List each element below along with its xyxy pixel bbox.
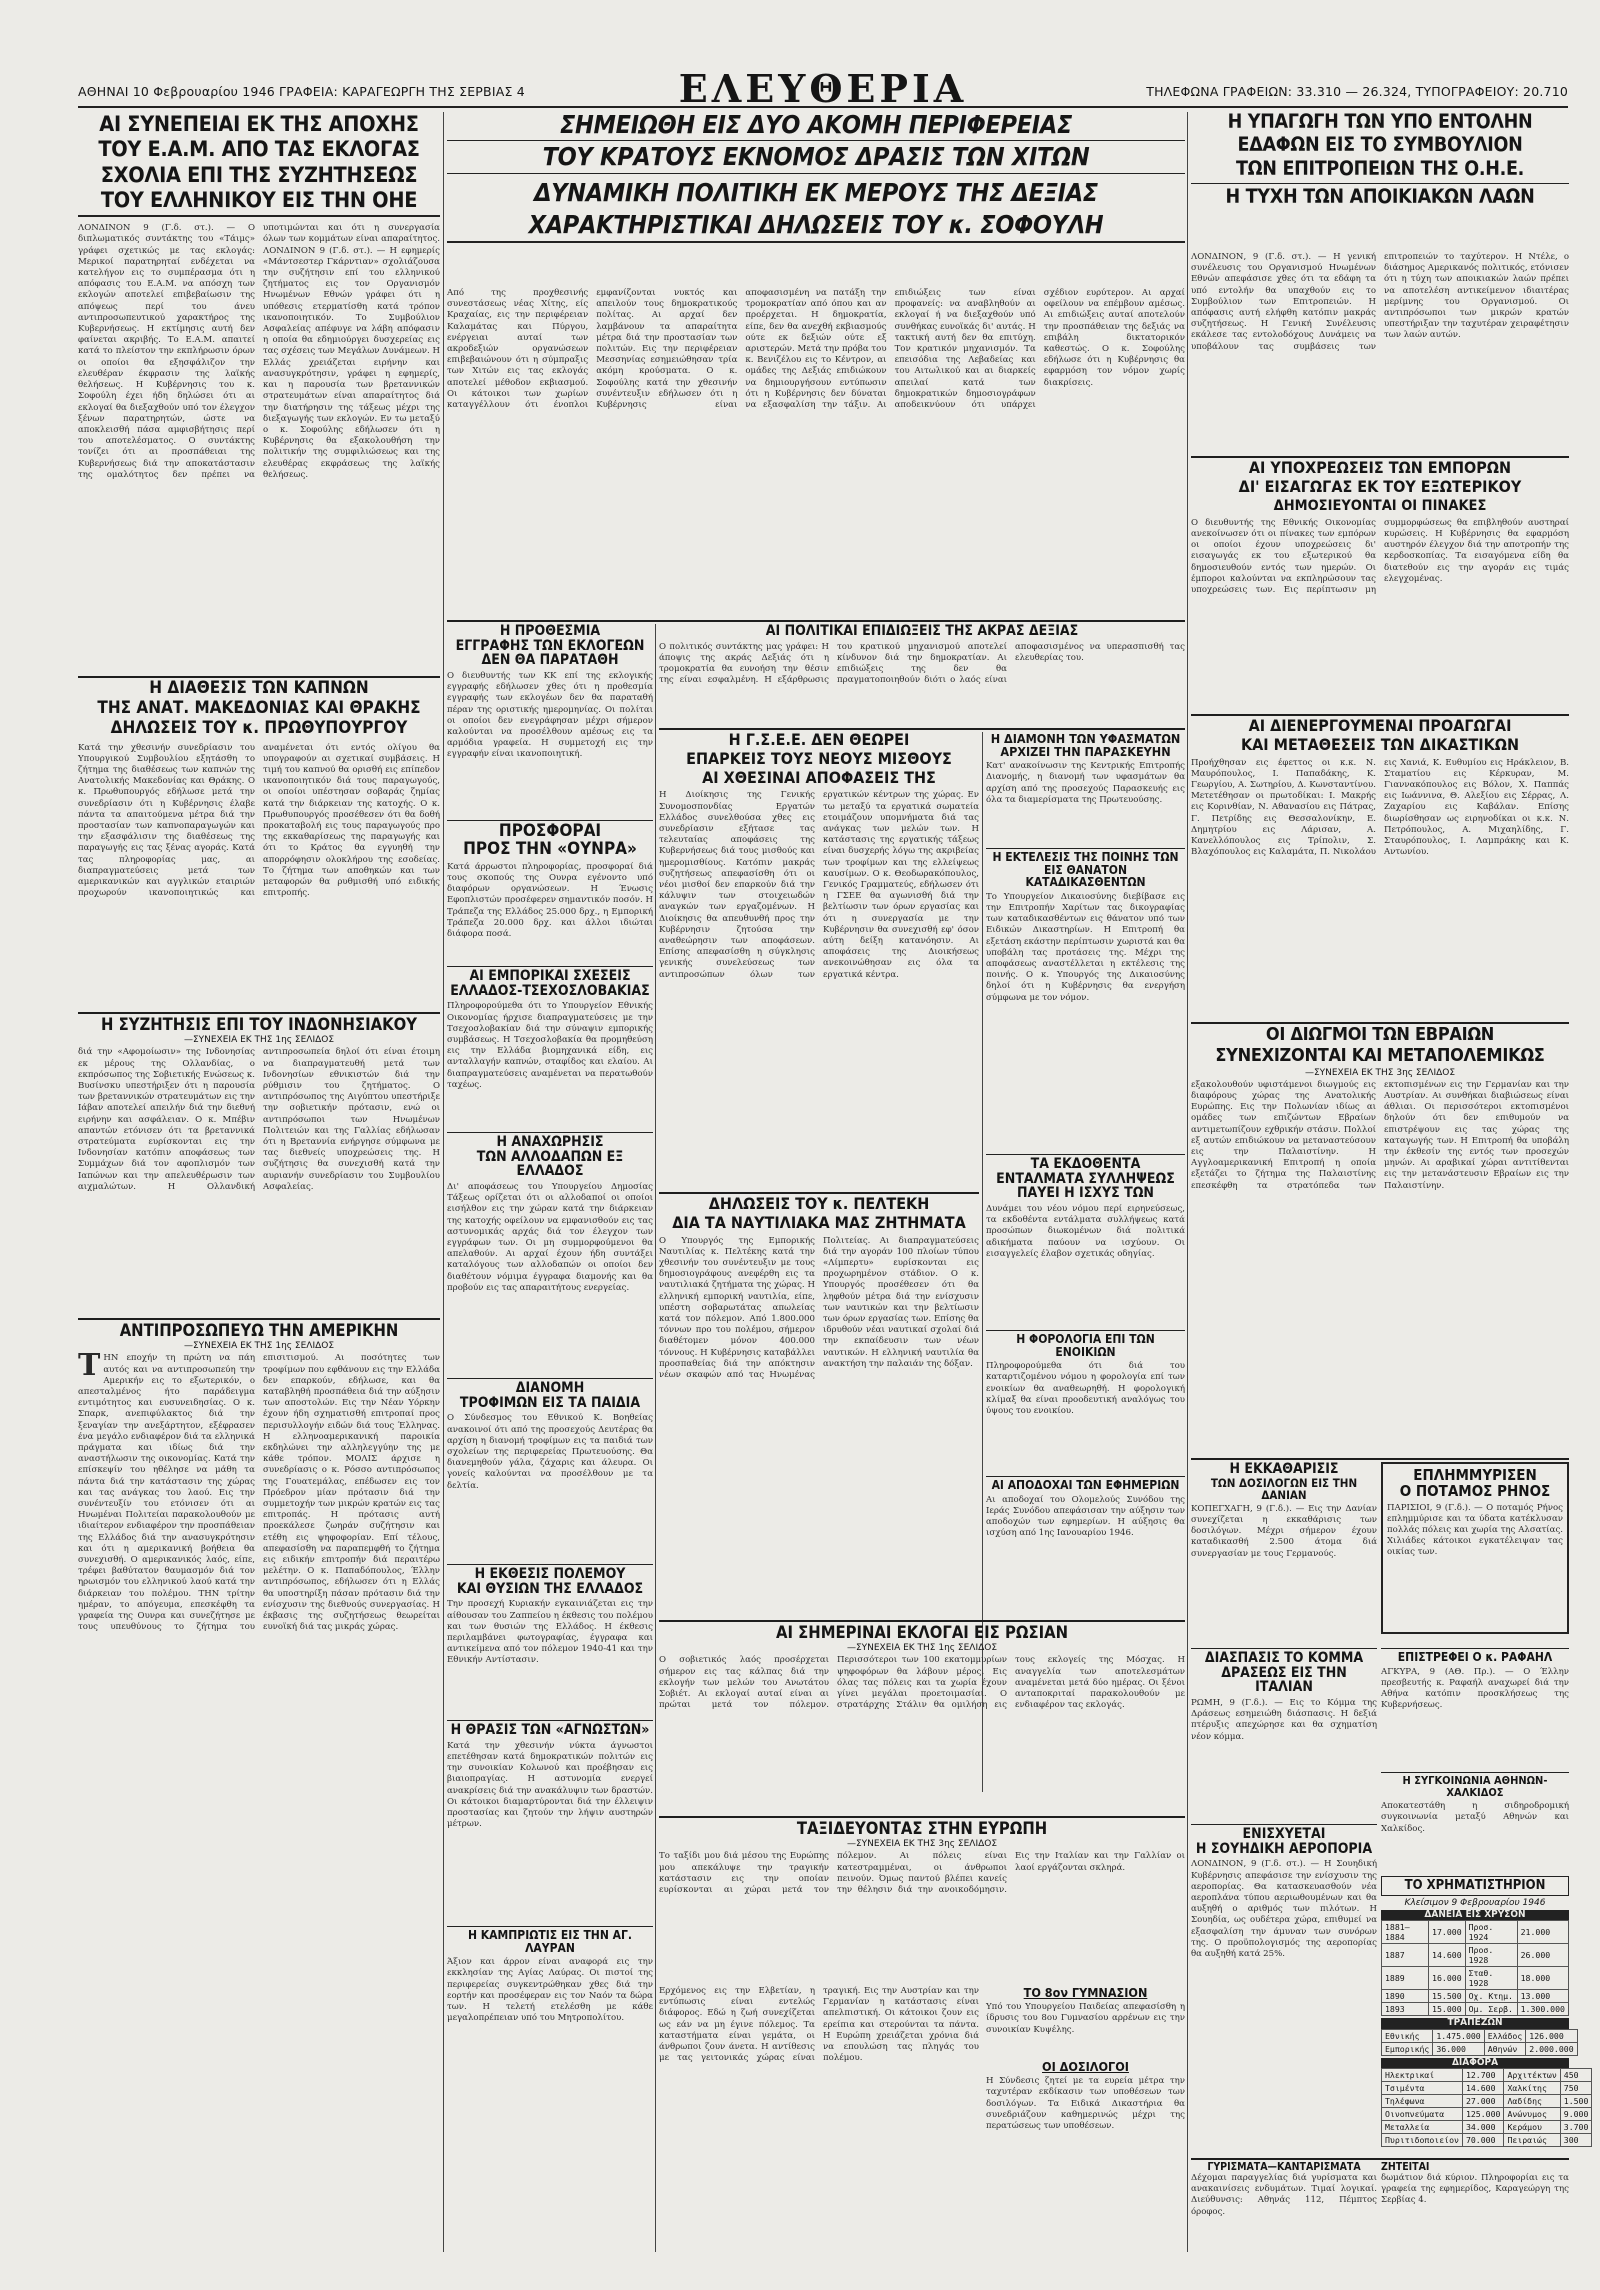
table-cell: Πυριτιδοποιείον	[1382, 2134, 1463, 2147]
article-travel-continued	[659, 1986, 979, 2252]
article-body: Ο διευθυντής της Εθνικής Οικονομίας ανεκοίνωσεν ότι οι πίνακες των εμπόρων οι οποίοι έχουν υποχρεώσεις δι' εισαγωγάς εκ του εξωτερικού θα δημοσιευθούν εντός των ημερών. Οι έμποροι καλούνται να εκπληρώσουν τας υποχρεώσεις των. Εις περίπτωσιν μη συμμορφώσεως θα επιβληθούν αυστηραί κυρώσεις. Η Κυβέρνησις θα εφαρμόση αυστηρόν έλεγχον διά την αποτροπήν της κερδοσκοπίας. Τα εισαγόμενα είδη θα διατεθούν εις την αγοράν εις τιμάς ελεγχομένας.	[1191, 517, 1569, 596]
table-cell: Μεταλλεία	[1382, 2121, 1463, 2134]
table-cell: 21.000	[1517, 1921, 1568, 1944]
table-cell: 18.000	[1517, 1967, 1568, 1990]
headline: ΔΗΛΩΣΕΙΣ ΤΟΥ κ. ΠΕΛΤΕΚΗ	[708, 1194, 930, 1213]
headline: ΑΙ ΑΠΟΔΟΧΑΙ ΤΩΝ ΕΦΗΜΕΡΙΩΝ	[986, 1476, 1185, 1492]
article-importers	[1191, 460, 1569, 710]
headline: Η ΣΟΥΗΔΙΚΗ ΑΕΡΟΠΟΡΙΑ	[1195, 1840, 1373, 1857]
article-body: Το Υπουργείον Δικαιοσύνης διεβίβασε εις την Επιτροπήν Χαρίτων τας δικογραφίας των καταδικασθέντων εις θάνατον υπό των Ειδικών Δικαστηρίων. Η Επιτροπή θα εξετάση εκάστην περίπτωσιν χωριστά και θα υποβάλη τας προτάσεις της. Μέχρι της αποφάσεως αναστέλλεται η εκτέλεσις της ποινής. Ο κ. Υπουργός της Δικαιοσύνης δηλοί ότι η Κυβέρνησις θα ενεργήση σύμφωνα με τον νόμον.	[986, 891, 1185, 1003]
article-jews-persecution	[1191, 1026, 1569, 1456]
headline: Η ΠΡΟΘΕΣΜΙΑ	[499, 623, 601, 639]
headline: ΑΙ ΣΗΜΕΡΙΝΑΙ ΕΚΛΟΓΑΙ ΕΙΣ ΡΩΣΙΑΝ	[775, 1623, 1069, 1642]
table-cell: Τσιμέντα	[1382, 2082, 1463, 2095]
article-unrra-offers	[447, 820, 653, 960]
table-row	[1382, 2082, 1592, 2095]
article-body: Ο πολιτικός συντάκτης μας γράφει: Η άποψις της ακράς Δεξιάς ότι η τρομοκρατία θα ευνοήση την θέσιν της είναι εσφαλμένη. Η εξάρθρωσις του κρατικού μηχανισμού αποτελεί κίνδυνον διά την δημοκρατίαν. Αι επιδιώξεις της δεν θα πραγματοποιηθούν διότι ο λαός είναι αποφασισμένος να υπερασπισθή τας ελευθερίας του.	[659, 641, 1185, 686]
headline: ΕΝΤΑΛΜΑΤΑ ΣΥΛΛΗΨΕΩΣ	[996, 1170, 1175, 1187]
table-cell: 70.000	[1462, 2134, 1504, 2147]
article-tobacco	[78, 680, 440, 1010]
article-body: Ο σοβιετικός λαός προσέρχεται σήμερον εις τας κάλπας διά την εκλογήν των μελών του Ανωτάτου Σοβιέτ. Αι εκλογαί αυταί είναι αι πρώται μετά τον πόλεμον. Περισσότεροι των 100 εκατομμυρίων ψηφοφόρων θα λάβουν μέρος. Εις όλας τας πόλεις και τα χωρία έχουν γίνει μεγάλαι προετοιμασίαι. Ο στρατάρχης Στάλιν θα ομιλήση εις τους εκλογείς της Μόσχας. Η αναγγελία των αποτελεσμάτων αναμένεται μετά δύο ημέρας. Οι ξένοι ανταποκριταί παρακολουθούν με ενδιαφέρον τας εκλογάς.	[659, 1655, 1185, 1711]
article-trust-body	[1191, 252, 1569, 452]
headline: ΑΙ ΕΜΠΟΡΙΚΑΙ ΣΧΕΣΕΙΣ	[447, 966, 653, 984]
table-cell: Εμπορικής	[1382, 2042, 1433, 2055]
table-cell: Προσ. 1924	[1465, 1921, 1517, 1944]
table-cell: 450	[1560, 2069, 1592, 2082]
table-row	[1382, 2003, 1569, 2016]
ad-heading: ΓΥΡΙΣΜΑΤΑ—ΚΑΝΤΑΡΙΣΜΑΤΑ	[1207, 2161, 1361, 2173]
article-kampriotis	[447, 1926, 653, 2252]
article-body: Κατά άρρωστοι πληροφορίας, προσφοραί διά τους σκοπούς της Ουνρα εγένοντο υπό διαφόρων οργανώσεων. Η Ένωσις Εφοπλιστών προσέφερεν σημαντικόν ποσόν. Η Τράπεζα της Ελλάδος 25.000 δρχ., η Εμπορική Τράπεζα 20.000 δρχ. και άλλοι ιδιώται διάφορα ποσά.	[447, 861, 653, 939]
table-cell: 1.300.000	[1517, 2003, 1568, 2016]
article-body: Την προσεχή Κυριακήν εγκαινιάζεται εις την αίθουσαν του Ζαππείου η έκθεσις του πολέμου και των θυσιών της Ελλάδος. Η έκθεσις περιλαμβάνει φωτογραφίας, έγγραφα και αντικείμενα από τον πόλεμον 1940-41 και την Εθνικήν Αντίστασιν.	[447, 1599, 653, 1666]
table-row	[1382, 2121, 1592, 2134]
article-swedish-aviation	[1191, 1824, 1377, 2154]
table-row	[1382, 1921, 1569, 1944]
article-war-report	[447, 1564, 653, 1714]
table-cell: Ομ. Σερβ.	[1465, 2003, 1517, 2016]
table-cell: 15.000	[1429, 2003, 1466, 2016]
article-body: ΛΟΝΔΙΝΟΝ 9 (Γ.δ. στ.). — Ο διπλωματικός συντάκτης του «Τάιμς» γράφει σχετικώς με τας εκλογάς: Μερικοί παρατηρηταί ενδέχεται να κατελήγον εις το συμπέρασμα ότι η απόφασις του Ε.Α.Μ. να απόσχη των εκλογών αποτελεί επιβεβαίωσιν της απόψεως περί του άνευ αντιπροσωπευτικού χαρακτήρος της Κυβερνήσεως. Η εκτίμησις αυτή δεν φαίνεται ακριβής. Το Ε.Α.Μ. απαιτεί κατά το πλείστον την εκπλήρωσιν όρων οι οποίοι θα εξησφάλιζον την ελευθέραν έκφρασιν της λαϊκής θελήσεως. Η Κυβέρνησις του κ. Σοφούλη έχει ήδη δηλώσει ότι αι εκλογαί θα διεξαχθούν υπό τον έλεγχον ξένων παρατηρητών, ώστε να αποκλεισθή πάσα αμφισβήτησις περί του αποτελέσματος. Ο συντάκτης τονίζει ότι αι προσπάθειαι της Κυβερνήσεως διά την αποκατάστασιν της ομαλότητος δεν πρέπει να υποτιμώνται και ότι η συνεργασία όλων των κομμάτων είναι απαραίτητος. ΛΟΝΔΙΝΟΝ 9 (Γ.δ. στ.). — Η εφημερίς «Μάντσεστερ Γκάρντιαν» σχολιάζουσα την συζήτησιν επί του ελληνικού ζητήματος εις τον Οργανισμόν Ηνωμένων Εθνών γράφει ότι η υπόθεσις ετερματίσθη κατά τρόπον ικανοποιητικόν. Το Συμβούλιον Ασφαλείας απέφυγε να λάβη απόφασιν η οποία θα εδημιούργει δυσχερείας εις τας σχέσεις των Μεγάλων Δυνάμεων. Η Ελλάς χρειάζεται ειρήνην και ανασυγκρότησιν, γράφει η εφημερίς, και η παρουσία των βρεταννικών στρατευμάτων είναι απαραίτητος διά την διατήρησιν της τάξεως μέχρι της διεξαγωγής των εκλογών. Εν τω μεταξύ ο κ. Σοφούλης εδήλωσεν ότι η Κυβέρνησις θα εξακολουθήση την πολιτικήν της συμφιλιώσεως και της ελευθέρας εκφράσεως της λαϊκής θελήσεως.	[78, 223, 440, 480]
article-body: Ερχόμενος εις την Ελβετίαν, η εντύπωσις είναι εντελώς διάφορος. Εδώ η ζωή συνεχίζεται ως εάν να μη έγινε πόλεμος. Τα καταστήματα είναι γεμάτα, οι άνθρωποι ζουν άνετα. Η αντίθεσις με τας γειτονικάς χώρας είναι τραγική. Εις την Αυστρίαν και την Γερμανίαν η κατάστασις είναι απελπιστική. Οι κάτοικοι ζουν εις ερείπια και στερούνται τα πάντα. Η Ευρώπη χρειάζεται χρόνια διά να επουλώση τας πληγάς του πολέμου.	[659, 1986, 979, 2064]
headline: ΤΩΝ ΕΠΙΤΡΟΠΕΙΩΝ ΤΗΣ Ο.Η.Ε.	[1236, 156, 1524, 180]
article-body: Αποκατεστάθη η σιδηροδρομική συγκοινωνία μεταξύ Αθηνών και Χαλκίδος.	[1381, 1801, 1569, 1834]
ad-heading: ΖΗΤΕΙΤΑΙ	[1381, 2161, 1430, 2173]
subheadline: ΤΟΥ ΕΛΛΗΝΙΚΟΥ ΕΙΣ ΤΗΝ ΟΗΕ	[78, 190, 440, 218]
section-rule	[78, 1012, 440, 1014]
article-body: ΚΟΠΕΓΧΑΓΗ, 9 (Γ.δ.). — Εις την Δανίαν συνεχίζεται η εκκαθάρισις των δοσιλόγων. Μέχρι σήμερον έχουν καταδικασθή 2.500 άτομα διά συνεργασίαν με τους Γερμανούς.	[1191, 1503, 1377, 1559]
headline: ΔΡΑΣΕΩΣ ΕΙΣ ΤΗΝ ΙΤΑΛΙΑΝ	[1221, 1664, 1347, 1696]
article-body: ΛΟΝΔΙΝΟΝ, 9 (Γ.δ. στ.). — Η γενική συνέλευσις του Οργανισμού Ηνωμένων Εθνών απεφάσισε χθες ότι τα εδάφη τα υπό εντολήν θα υπαχθούν εις το Συμβούλιον των Επιτροπειών. Η απόφασις αυτή ελήφθη κατόπιν μακράς συζητήσεως. Η Γενική Συνέλευσις εκάλεσε τας εντολοδόχους Δυνάμεις να υποβάλουν τας συμβάσεις των επιτροπειών το ταχύτερον. Η Ντέλε, ο διάσημος Αμερικανός πολιτικός, ετόνισεν ότι η τύχη των αποικιακών λαών πρέπει να αποτελέση αντικείμενον ιδιαιτέρας μερίμνης του Οργανισμού. Οι αντιπρόσωποι των μικρών κρατών υπεστήριξαν την ταχυτέραν χειραφέτησιν των λαών αυτών.	[1191, 252, 1569, 352]
main-subheadline: ΧΑΡΑΚΤΗΡΙΣΤΙΚΑΙ ΔΗΛΩΣΕΙΣ ΤΟΥ κ. ΣΟΦΟΥΛΗ	[447, 212, 1185, 243]
headline: ΕΠΛΗΜΜΥΡΙΣΕΝ	[1413, 1466, 1537, 1484]
table-cell: 17.000	[1429, 1921, 1466, 1944]
drop-cap: Τ	[78, 1348, 101, 1384]
headline: ΠΑΥΕΙ Η ΙΣΧΥΣ ΤΩΝ	[1017, 1185, 1154, 1202]
headline: ΑΝΤΙΠΡΟΣΩΠΕΥΩ ΤΗΝ ΑΜΕΡΙΚΗΝ	[119, 1321, 399, 1340]
table-cell: 14.600	[1429, 1944, 1466, 1967]
article-body: Δυνάμει του νέου νόμου περί ειρηνεύσεως, τα εκδοθέντα εντάλματα συλλήψεως κατά προσώπων διωκομένων διά πολιτικά αδικήματα παύουν να ισχύουν. Οι εισαγγελείς έλαβον σχετικάς οδηγίας.	[986, 1204, 1185, 1259]
table-cell: 1887	[1382, 1944, 1429, 1967]
table-cell: Ηλεκτρικαί	[1382, 2069, 1463, 2082]
headline: ΤΑ ΕΚΔΟΘΕΝΤΑ	[986, 1154, 1185, 1172]
masthead-phones: ΤΗΛΕΦΩΝΑ ΓΡΑΦΕΙΩΝ: 33.310 — 26.324, ΤΥΠΟΓΡΑΦΕΙΟΥ: 20.710	[1146, 84, 1568, 99]
headline: ΕΠΑΡΚΕΙΣ ΤΟΥΣ ΝΕΟΥΣ ΜΙΣΘΟΥΣ	[686, 748, 952, 768]
table-cell: 125.000	[1462, 2108, 1504, 2121]
article-body: Από της προχθεσινής συνεστάσεως νέας Χίτης, είς Κραχαίας, εις την περιφέρειαν Καλαμάτας και Πύργου, ενέργειαι αυταί των ακροδεξιών οργανώσεων επιβεβαιώνουν ότι η σύμπραξις των Χιτών εις τας εκλογάς αποτελεί μέθοδον εκβιασμού. Οι κάτοικοι των χωρίων καταγγέλλουν ότι ένοπλοι εμφανίζονται νυκτός και απειλούν τους δημοκρατικούς πολίτας. Αι αρχαί δεν λαμβάνουν τα απαραίτητα μέτρα διά την προστασίαν των πολιτών. Εις την περιφέρειαν Μεσσηνίας εσημειώθησαν τρία ακόμη κρούσματα. Ο κ. Σοφούλης κατά την χθεσινήν συνέντευξιν εδήλωσεν ότι η Κυβέρνησις είναι αποφασισμένη να πατάξη την τρομοκρατίαν από όπου και αν προέρχεται. Η δημοκρατία, είπε, δεν θα ανεχθή εκβιασμούς ούτε εκ δεξιών ούτε εξ αριστερών. Μετά την πρόβα του κ. Βενιζέλου εις το Κέντρον, αι ομάδες της Δεξιάς επιδιώκουν να δημιουργήσουν εντύπωσιν ότι η Κυβέρνησις δεν δύναται να εξασφαλίση την τάξιν. Αι επιδιώξεις των είναι προφανείς: να αναβληθούν αι εκλογαί ή να διεξαχθούν υπό συνθήκας ευνοϊκάς δι' αυτάς. Η τακτική αυτή δεν θα επιτύχη. Τον κρατικόν μηχανισμόν. Τα επεισόδια της Λεβαδείας και του Αιτωλικού και αι διαρκείς απειλαί κατά των δημοκρατικών δημοσιογράφων αποδεικνύουν ότι υπάρχει σχέδιον ευρύτερον. Αι αρχαί οφείλουν να επέμβουν αμέσως. Αι επιδιώξεις αυταί αποτελούν την προσπάθειαν της δεξιάς να επιβάλη δικτατορικόν καθεστώς. Ο κ. Σοφούλης εδήλωσε ότι η Κυβέρνησις θα εφαρμόση τον νόμον χωρίς διακρίσεις.	[447, 288, 1185, 411]
headline: ΑΙ ΥΠΟΧΡΕΩΣΕΙΣ ΤΩΝ ΕΜΠΟΡΩΝ	[1248, 458, 1512, 477]
table-cell: 9.000	[1560, 2108, 1592, 2121]
boxed-story	[1381, 1462, 1569, 1634]
headline: ΣΥΝΕΧΙΖΟΝΤΑΙ ΚΑΙ ΜΕΤΑΠΟΛΕΜΙΚΩΣ	[1215, 1044, 1545, 1066]
article-body: Ο διευθυντής των ΚΚ επί της εκλογικής εγγραφής εδήλωσεν χθες ότι η προθεσμία εγγραφής των εκλογέων δεν θα παραταθή πέραν της οριστικής ημερομηνίας. Οι πολίται οι οποίοι δεν ενεγράφησαν μέχρι σήμερον καλούνται να προσέλθουν αμέσως εις τα αρμόδια γραφεία. Η συμμετοχή εις την εγγραφήν είναι ικανοποιητική.	[447, 671, 653, 760]
article-travel-europe	[659, 1820, 1185, 1980]
article-body: ΡΩΜΗ, 9 (Γ.δ.). — Εις το Κόμμα της Δράσεως εσημειώθη διάσπασις. Η δεξιά πτέρυξις απεχώρησε και θα σχηματίση νέον κόμμα.	[1191, 1698, 1377, 1742]
article-body: Το ταξίδι μου διά μέσου της Ευρώπης μου απεκάλυψε την τραγικήν κατάστασιν εις την οποίαν ευρίσκονται αι χώραι μετά τον πόλεμον. Αι πόλεις είναι κατεστραμμέναι, οι άνθρωποι πεινούν. Όμως παντού βλέπει κανείς την θέλησιν διά την ανοικοδόμησιν. Εις την Ιταλίαν και την Γαλλίαν οι λαοί εργάζονται σκληρά.	[659, 1851, 1185, 1895]
table-cell: Χαλκίτης	[1504, 2082, 1560, 2095]
article-body: Η Διοίκησις της Γενικής Συνομοσπονδίας Εργατών Ελλάδος συνελθούσα χθες εις συνεδρίασιν εξήτασε τας τελευταίας αποφάσεις της Κυβερνήσεως διά τους μισθούς και ημερομισθίους. Κατόπιν μακράς συζητήσεως απεφασίσθη ότι οι νέοι μισθοί δεν επαρκούν διά την κάλυψιν των στοιχειωδών αναγκών των εργαζομένων. Η Διοίκησις θα απευθυνθή προς την Κυβέρνησιν ζητούσα την αναθεώρησιν των αποφάσεων. Επίσης απεφασίσθη η σύγκλησις γενικής συνελεύσεως των αντιπροσώπων όλων των εργατικών κέντρων της χώρας. Εν τω μεταξύ τα εργατικά σωματεία ετοιμάζουν υπομνήματα διά τας ανάγκας των μελών των. Η κατάστασις της εργατικής τάξεως είναι δυσχερής λόγω της ακριβείας των τροφίμων και της ελλείψεως καυσίμων. Ο κ. Θεοδωρακόπουλος, Γενικός Γραμματεύς, εδήλωσεν ότι η ΓΣΕΕ θα αγωνισθή διά την βελτίωσιν των όρων εργασίας και ότι η συνεργασία με την Κυβέρνησιν θα συνεχισθή εφ' όσον αύτη δείξη κατανόησιν. Αι αποφάσεις της Διοικήσεως ανεκοινώθησαν εις όλα τα εργατικά κέντρα.	[659, 790, 979, 980]
headline: ΤΟ ΧΡΗΜΑΤΙΣΤΗΡΙΟΝ	[1381, 1876, 1569, 1896]
article-body: Πληροφορούμεθα ότι το Υπουργείον Εθνικής Οικονομίας ήρχισε διαπραγματεύσεις με την Τσεχοσλοβακίαν διά την σύναψιν εμπορικής συμβάσεως. Η Τσεχοσλοβακία θα προμηθεύση εις την Ελλάδα βιομηχανικά είδη, εις ανταλλαγήν καπνών, σταφίδος και ελαίου. Αι διαπραγματεύσεις αναμένεται να περατωθούν ταχέως.	[447, 1001, 653, 1090]
headline: ΠΡΟΣΦΟΡΑΙ	[447, 820, 653, 841]
table-row	[1382, 2029, 1578, 2042]
article-body: ΤΗΝ εποχήν τη πρώτη να πάη αυτός και να αντιπροσωπεύη την Αμερικήν εις το εξωτερικόν, ο απεσταλμένος ήτο παράδειγμα εντιμότητος και ευσυνειδησίας. Ο κ. Σπαρκ, ανεπιφύλακτος διά την ξεναγίαν την ανεξάρτητον, εξέφρασεν ένα μεγάλο ενδιαφέρον διά τα ελληνικά πράγματα και ιδίως διά την αναστήλωσιν της οικονομίας. Κατά την επίσκεψίν του ηθέλησε να μάθη τα πάντα διά την κατάστασιν της χώρας και τας ανάγκας του λαού. Εις την συνέντευξίν του ετόνισεν ότι αι Ηνωμέναι Πολιτείαι παρακολουθούν με ιδιαίτερον ενδιαφέρον την προσπάθειαν της Ελλάδος διά την ανασυγκρότησιν και ότι η αμερικανική βοήθεια θα συνεχισθή. Ο αμερικανικός λαός, είπε, τρέφει βαθύτατον θαυμασμόν διά τον ηρωισμόν του ελληνικού λαού κατά την διάρκειαν του πολέμου. ΤΗΝ τρίτην ημέραν, το απόγευμα, επεσκέφθη τα γραφεία της Ουνρα και συνεζήτησε με τους υπευθύνους το ζήτημα του επισιτισμού. Αι ποσότητες των τροφίμων που εφθάνουν εις την Ελλάδα δεν επαρκούν, εδήλωσε, και θα καταβληθή προσπάθεια διά την αύξησιν των αποστολών. Εις την Νέαν Υόρκην έχουν ήδη σχηματισθή επιτροπαί προς περισυλλογήν ειδών διά τους Έλληνας. Η ελληνοαμερικανική παροικία εκδηλώνει την αλληλεγγύην της με κάθε τρόπον. ΜΟΛΙΣ άρχισε η συνεδρίασις ο κ. Ρόσσο αντιπρόσωπος της Γουατεμάλας, επέδωσεν εις τον Πρόεδρον μίαν πρότασιν διά την συμμετοχήν των μικρών κρατών εις τας επιτροπάς. Η πρότασις αυτή προεκάλεσε ζωηράν συζήτησιν και ετέθη εις ψηφοφορίαν. Επί τέλους, απεφασίσθη να παραπεμφθή το ζήτημα εις ειδικήν επιτροπήν διά περαιτέρω μελέτην. Ο κ. Παπαδόπουλος, Έλλην αντιπρόσωπος, εδήλωσεν ότι η Ελλάς θα υποστηρίξη πάσαν πρότασιν διά την ενίσχυσιν της διεθνούς συνεργασίας. Η έκβασις της συζητήσεως θεωρείται ευνοϊκή διά τας μικράς χώρας.	[78, 1348, 440, 1633]
headline: Η ΦΟΡΟΛΟΓΙΑ ΕΠΙ ΤΩΝ ΕΝΟΙΚΙΩΝ	[986, 1330, 1185, 1358]
masthead	[78, 66, 1568, 111]
article-pelteki	[659, 1196, 979, 1616]
article-indonesia	[78, 1016, 440, 1316]
subheadline: ΑΙ ΧΘΕΣΙΝΑΙ ΑΠΟΦΑΣΕΙΣ ΤΗΣ	[702, 767, 936, 787]
table-cell: 1.500	[1560, 2095, 1592, 2108]
headline: ΕΓΓΡΑΦΗΣ ΤΩΝ ΕΚΛΟΓΕΩΝ	[455, 637, 645, 654]
article-body: Δι' αποφάσεως του Υπουργείου Δημοσίας Τάξεως ορίζεται ότι οι αλλοδαποί οι οποίοι εισήλθον εις την χώραν κατά την διάρκειαν της κατοχής οφείλουν να εμφανισθούν εις τας αστυνομικάς αρχάς διά τον έλεγχον των εγγράφων των. Οι μη συμμορφούμενοι θα απελαθούν. Αι αρχαί έχουν ήδη συντάξει καταλόγους των αλλοδαπών οι οποίοι δεν διαθέτουν νόμιμα έγγραφα διαμονής και θα προβούν εις τας απαραιτήτους ενεργείας.	[447, 1182, 653, 1293]
table-heading: ΤΡΑΠΕΖΩΝ	[1381, 2018, 1569, 2029]
ad-body: δωμάτιον διά κύριον. Πληροφορίαι εις τα γραφεία της εφημερίδος, Καραγεώργη της Σερβίας 4.	[1381, 2173, 1569, 2206]
headline: ΑΙ ΔΙΕΝΕΡΓΟΥΜΕΝΑΙ ΠΡΟΑΓΩΓΑΙ	[1248, 716, 1512, 735]
section-rule	[1191, 2158, 1569, 2160]
newspaper-title: ΕΛΕΥΘΕΡΙΑ	[678, 66, 968, 111]
table-cell: 3.700	[1560, 2121, 1592, 2134]
article-arrest-warrants	[986, 1154, 1185, 1324]
article-body: Ο Υπουργός της Εμπορικής Ναυτιλίας κ. Πελτέκης κατά την χθεσινήν του συνέντευξιν με τους δημοσιογράφους ανεφέρθη εις τα ναυτιλιακά ζητήματα της χώρας. Η ελληνική εμπορική ναυτιλία, είπε, υπέστη σοβαρωτάτας απωλείας κατά τον πόλεμον. Από 1.800.000 τόννων προ του πολέμου, σήμερον διαθέτομεν μόνον 400.000 τόννους. Η Κυβέρνησις καταβάλλει προσπαθείας διά την απόκτησιν νέων σκαφών από τας Ηνωμένας Πολιτείας. Αι διαπραγματεύσεις διά την αγοράν 100 πλοίων τύπου «Λίμπερτυ» ευρίσκονται εις προχωρημένον στάδιον. Ο κ. Υπουργός προσέθεσεν ότι θα ληφθούν μέτρα διά την ενίσχυσιν των ναυτικών και την βελτίωσιν των όρων εργασίας των. Επίσης θα ιδρυθούν νέαι ναυτικαί σχολαί διά την εκπαίδευσιν των νέων ναυτικών. Η ελληνική ναυτιλία θα ανακτήση την παλαιάν της δόξαν.	[659, 1235, 979, 1381]
article-body: εξακολουθούν υφιστάμενοι διωγμούς εις διαφόρους χώρας της Ανατολικής Ευρώπης. Εις την Πολωνίαν ιδίως αι ομάδες των επιζώντων Εβραίων αντιμετωπίζουν εχθρικήν στάσιν. Πολλοί εξ αυτών επιδιώκουν να μεταναστεύσουν εις την Παλαιστίνην. Η Αγγλοαμερικανική Επιτροπή η οποία εξετάζει το ζήτημα της Παλαιστίνης επεσκέφθη τα στρατόπεδα των εκτοπισμένων εις την Γερμανίαν και την Αυστρίαν. Αι συνθήκαι διαβιώσεως είναι άθλιαι. Οι περισσότεροι εκτοπισμένοι δηλούν ότι δεν επιθυμούν να επιστρέψουν εις τας χώρας της καταγωγής των. Η Επιτροπή θα υποβάλη την έκθεσίν της εντός των προσεχών μηνών. Αι αραβικαί χώραι αντιτίθενται εις την μετανάστευσιν Εβραίων εις την Παλαιστίνην.	[1191, 1079, 1569, 1191]
headline: Ο ΠΟΤΑΜΟΣ ΡΗΝΟΣ	[1399, 1481, 1551, 1500]
table-cell: 300	[1560, 2134, 1592, 2147]
article-body: ΛΟΝΔΙΝΟΝ, 9 (Γ.δ. στ.). — Η Σουηδική Κυβέρνησις απεφάσισε την ενίσχυσιν της αεροπορίας. Θα κατασκευασθούν νέα αεροπλάνα τύπου αεριωθουμένων και θα αυξηθή ο αριθμός των πιλότων. Η Σουηδία, ως ουδέτερα χώρα, επιθυμεί να εξασφαλίση την άμυναν των συνόρων της. Ο προϋπολογισμός της αεροπορίας θα αυξηθή κατά 25%.	[1191, 1859, 1377, 1959]
table-row	[1382, 2108, 1592, 2121]
table-row	[1382, 1990, 1569, 2003]
section-rule	[447, 620, 1185, 622]
headline: Η ΕΚΘΕΣΙΣ ΠΟΛΕΜΟΥ	[447, 1564, 653, 1582]
closing-date: Κλείσιμον 9 Φεβρουαρίου 1946	[1404, 1897, 1546, 1908]
headline: ΤΑΞΙΔΕΥΟΝΤΑΣ ΣΤΗΝ ΕΥΡΩΠΗ	[796, 1819, 1048, 1838]
table-row	[1382, 2095, 1592, 2108]
table-cell: 36.000	[1433, 2042, 1484, 2055]
article-body: Η Σύνδεσις ζητεί με τα ευρεία μέτρα την ταχυτέραν εκδίκασιν των υποθέσεων των δοσιλόγων. Τα Ειδικά Δικαστήρια θα συνεδριάζουν καθημερινώς μέχρι της περατώσεως των υποθέσεων.	[986, 2076, 1185, 2131]
headline: ΤΟ 8ον ΓΥΜΝΑΣΙΟΝ	[1023, 1985, 1148, 2000]
table-cell: 750	[1560, 2082, 1592, 2095]
table-cell: 27.000	[1462, 2095, 1504, 2108]
headline: Η ΚΑΜΠΡΙΩΤΙΣ ΕΙΣ ΤΗΝ ΑΓ. ΛΑΥΡΑΝ	[447, 1926, 653, 1954]
headline: Η ΥΠΑΓΩΓΗ ΤΩΝ ΥΠΟ ΕΝΤΟΛΗΝ	[1227, 110, 1533, 133]
table-cell: Τηλέφωνα	[1382, 2095, 1463, 2108]
headline: ΟΙ ΔΙΩΓΜΟΙ ΤΩΝ ΕΒΡΑΙΩΝ	[1265, 1024, 1495, 1045]
article-body: Άξιον και άρρον είναι αναφορά εις την εκκλησίαν της Αγίας Λαύρας. Οι πιστοί της περιφερείας συγκεντρώθηκαν χθες διά την εορτήν και προσέφεραν εις τον Ναόν τα δώρα των. Η τελετή ετελέσθη με κάθε μεγαλοπρέπειαν υπό του Μητροπολίτου.	[447, 1957, 653, 2024]
article-denmark-purge	[1191, 1462, 1377, 1642]
headline: ΑΙ ΠΟΛΙΤΙΚΑΙ ΕΠΙΔΙΩΞΕΙΣ ΤΗΣ ΑΚΡΑΣ ΔΕΞΙΑΣ	[765, 623, 1079, 639]
table-row	[1382, 2134, 1592, 2147]
table-cell: Αρχιτέκτων	[1504, 2069, 1560, 2082]
article-body: Προήχθησαν εις έφεττος οι κ.κ. Ν. Μαυρόπουλος, Ι. Παπαδάκης, Κ. Γεωργίου, Α. Σωτηρίου, Δ. Κωνσταντίνου. Μετετέθησαν οι πρωτοδίκαι: Ι. Μακρής εις Κορινθίαν, Ν. Αθανασίου εις Πάτρας, Γ. Πετρίδης εις Θεσσαλονίκην, Ε. Δημητρίου εις Λάρισαν, Α. Κανελλόπουλος εις Τρίπολιν, Σ. Βλαχόπουλος εις Καλαμάτα, Π. Νικολάου εις Χανιά, Κ. Ευθυμίου εις Ηράκλειον, Β. Σταματίου εις Κέρκυραν, Μ. Γιαννακόπουλος εις Βόλον, Χ. Παππάς εις Ιωάννινα, Θ. Αλεξίου εις Σέρρας, Λ. Ζαχαρίου εις Καβάλαν. Επίσης διωρίσθησαν ως ειρηνοδίκαι οι κ.κ. Ν. Πετρόπουλος, Α. Μιχαηλίδης, Γ. Σταυρόπουλος, Ι. Λαμπράκης και Κ. Αντωνίου.	[1191, 757, 1569, 858]
headline: ΟΙ ΔΟΣΙΛΟΓΟΙ	[1042, 2059, 1129, 2074]
table-cell: Οχ. Κτημ.	[1465, 1990, 1517, 2003]
section-rule	[1191, 1458, 1569, 1460]
headline: Η ΣΥΖΗΤΗΣΙΣ ΕΠΙ ΤΟΥ ΙΝΔΟΝΗΣΙΑΚΟΥ	[100, 1015, 417, 1034]
table-cell: 1889	[1382, 1967, 1429, 1990]
headline: ΔΕΝ ΘΑ ΠΑΡΑΤΑΘΗ	[481, 652, 619, 669]
misc-stocks-table	[1381, 2068, 1592, 2147]
article-body: Αι αποδοχαί του Ολομελούς Συνόδου της Ιεράς Συνόδου απεφάσισαν την αύξησιν των αποδοχών των εφημερίων. Η αύξησις θα ισχύση από 1ης Ιανουαρίου 1946.	[986, 1494, 1185, 1539]
table-row	[1382, 2042, 1578, 2055]
article-rhine-flood	[1381, 1462, 1569, 1642]
headline: ΑΙ ΣΥΝΕΠΕΙΑΙ ΕΚ ΤΗΣ ΑΠΟΧΗΣ	[99, 112, 419, 137]
subheadline: ΣΧΟΛΙΑ ΕΠΙ ΤΗΣ ΣΥΖΗΤΗΣΕΩΣ	[100, 163, 418, 189]
article-body: Κατά την χθεσινήν νύκτα άγνωστοι επετέθησαν κατά δημοκρατικών πολιτών εις την συνοικίαν Κολωνού και προέβησαν εις βιαιοπραγίας. Η αστυνομία ενεργεί ανακρίσεις διά την ανακάλυψιν των δραστών. Οι κάτοικοι διαμαρτύρονται διά την έλλειψιν προστασίας και ζητούν την λήψιν αυστηρών μέτρων.	[447, 1740, 653, 1830]
headline: ΤΩΝ ΔΟΣΙΛΟΓΩΝ ΕΙΣ ΤΗΝ ΔΑΝΙΑΝ	[1210, 1475, 1358, 1502]
table-cell: Ανώνυμος	[1504, 2108, 1560, 2121]
main-headline: ΤΟΥ ΚΡΑΤΟΥΣ ΕΚΝΟΜΟΣ ΔΡΑΣΙΣ ΤΩΝ ΧΙΤΩΝ	[447, 144, 1185, 173]
gold-loans-table	[1381, 1920, 1569, 2016]
main-subheadline: ΔΥΝΑΜΙΚΗ ΠΟΛΙΤΙΚΗ ΕΚ ΜΕΡΟΥΣ ΤΗΣ ΔΕΞΙΑΣ	[534, 177, 1098, 207]
article-judges	[1191, 718, 1569, 1018]
article-body: διά την «Αφομοίωσιν» της Ινδονησίας εκ μέρους της Ολλανδίας, ο εκπρόσωπος της Σοβιετικής Ενώσεως κ. Βυσίνσκυ υπεστήριξεν ότι η παρουσία των βρεταννικών στρατευμάτων εις την Ιάβαν αποτελεί απειλήν διά την διεθνή ειρήνην και ασφάλειαν. Ο κ. Μπέβιν απαντών ετόνισεν ότι τα βρεταννικά στρατεύματα ευρίσκονται εις την Ινδονησίαν κατόπιν αποφάσεως των Συμμάχων διά τον αφοπλισμόν των Ιαπώνων και την απελευθέρωσιν των αιχμαλώτων. Η Ολλανδική αντιπροσωπεία δηλοί ότι είναι έτοιμη να διαπραγματευθή μετά των Ινδονησίων εθνικιστών διά την ρύθμισιν του ζητήματος. Ο αντιπρόσωπος της Αιγύπτου υπεστήριξε την σοβιετικήν πρότασιν, ενώ οι αντιπρόσωποι των Ηνωμένων Πολιτειών και της Γαλλίας εδήλωσαν ότι η Βρεταννία ενήργησε σύμφωνα με τας διεθνείς υποχρεώσεις της. Η συζήτησις θα συνεχισθή κατά την αυριανήν συνεδρίασιν του Συμβουλίου Ασφαλείας.	[78, 1047, 440, 1192]
table-cell: 1881—1884	[1382, 1921, 1429, 1944]
section-rule	[659, 1620, 1185, 1622]
article-eam-abstention	[78, 114, 440, 674]
section-rule	[78, 1318, 440, 1320]
table-cell: 1893	[1382, 2003, 1429, 2016]
article-priests-pay	[986, 1476, 1185, 1616]
stock-exchange-box	[1381, 1876, 1589, 2146]
table-cell: 15.500	[1429, 1990, 1466, 2003]
table-cell: Οινοπνεύματα	[1382, 2108, 1463, 2121]
headline: Η ΕΚΤΕΛΕΣΙΣ ΤΗΣ ΠΟΙΝΗΣ ΤΩΝ ΕΙΣ ΘΑΝΑΤΟΝ ΚΑΤΑΔΙΚΑΣΘΕΝΤΩΝ	[986, 848, 1185, 889]
article-czech-relations	[447, 966, 653, 1126]
article-body: Κατά την χθεσινήν συνεδρίασιν του Υπουργικού Συμβουλίου εξητάσθη το ζήτημα της διαθέσεως των καπνών της Ανατολικής Μακεδονίας και Θράκης. Ο κ. Πρωθυπουργός εδήλωσε μετά την συνεδρίασιν ότι η Κυβέρνησις έλαβε πάντα τα απαιτούμενα μέτρα διά την προστασίαν των καπνοπαραγωγών και την εξασφάλισιν της διαθέσεως της παραγωγής εις τας ξένας αγοράς. Κατά τας πληροφορίας μας, αι διαπραγματεύσεις μετά των αμερικανικών και αγγλικών εταιριών προχωρούν ικανοποιητικώς και αναμένεται ότι εντός ολίγου θα υπογραφούν αι σχετικαί συμβάσεις. Η τιμή του καπνού θα ορισθή εις επίπεδον ικανοποιητικόν διά τους παραγωγούς, οι οποίοι υπέστησαν σοβαράς ζημίας κατά την διάρκειαν της κατοχής. Ο κ. Πρωθυπουργός προσέθεσεν ότι θα δοθή προκαταβολή εις τους παραγωγούς προ της εκκαθαρίσεως της παραγωγής και ότι το Κράτος θα εγγυηθή την απορρόφησιν ολοκλήρου της εσοδείας. Το ζήτημα των αποθηκών και των μεταφορών θα ρυθμισθή υπό ειδικής επιτροπής.	[78, 742, 440, 899]
headline: ΚΑΙ ΜΕΤΑΘΕΣΕΙΣ ΤΩΝ ΔΙΚΑΣΤΙΚΩΝ	[1240, 734, 1520, 754]
table-cell: 13.000	[1517, 1990, 1568, 2003]
article-body: Υπό του Υπουργείου Παιδείας απεφασίσθη η ίδρυσις του 8ου Γυμνασίου αρρένων εις την συνοικίαν Κυψέλης.	[986, 2002, 1185, 2035]
article-collaborators	[986, 2060, 1185, 2252]
headline: Η ΔΙΑΜΟΝΗ ΤΩΝ ΥΦΑΣΜΑΤΩΝ ΑΡΧΙΖΕΙ ΤΗΝ ΠΑΡΑΣΚΕΥΗΝ	[990, 731, 1181, 760]
table-row	[1382, 1944, 1569, 1967]
banks-table	[1381, 2029, 1578, 2056]
table-cell: 12.700	[1462, 2069, 1504, 2082]
article-death-sentences	[986, 848, 1185, 1148]
column-rule	[655, 624, 656, 2252]
table-row	[1382, 1967, 1569, 1990]
classified-ad-right	[1381, 2162, 1569, 2252]
column-rule	[443, 112, 444, 2252]
continuation-note: —ΣΥΝΕΧΕΙΑ ΕΚ ΤΗΣ 1ης ΣΕΛΙΔΟΣ	[183, 1035, 335, 1046]
table-cell: Σταθ. 1928	[1465, 1967, 1517, 1990]
headline: ΠΡΟΣ ΤΗΝ «ΟΥΝΡΑ»	[463, 838, 637, 859]
continuation-note: —ΣΥΝΕΧΕΙΑ ΕΚ ΤΗΣ 3ης ΣΕΛΙΔΟΣ	[846, 1839, 998, 1850]
column-rule	[1187, 112, 1188, 2252]
article-trust-territories	[1191, 112, 1569, 250]
subheadline: ΔΗΜΟΣΙΕΥΟΝΤΑΙ ΟΙ ΠΙΝΑΚΕΣ	[1273, 497, 1487, 514]
table-cell: 1.475.000	[1433, 2029, 1484, 2042]
article-body: Πληροφορούμεθα ότι διά του καταρτιζομένου νόμου η φορολογία επί των ενοικίων θα αναθεωρηθή. Η φορολογική κλίμαξ θα είναι προοδευτική αναλόγως του ύψους του ενοικίου.	[986, 1361, 1185, 1416]
article-italy-party	[1191, 1648, 1377, 1818]
article-rent-taxation	[986, 1330, 1185, 1470]
article-8th-gymnasium	[986, 1986, 1185, 2056]
headline: Η ΕΚΚΑΘΑΡΙΣΙΣ	[1229, 1461, 1339, 1477]
headline: Η ΣΥΓΚΟΙΝΩΝΙΑ ΑΘΗΝΩΝ-ΧΑΛΚΙΔΟΣ	[1381, 1772, 1569, 1798]
subheadline: Η ΤΥΧΗ ΤΩΝ ΑΠΟΙΚΙΑΚΩΝ ΛΑΩΝ	[1191, 183, 1569, 207]
headline: ΕΛΛΑΔΟΣ-ΤΣΕΧΟΣΛΟΒΑΚΙΑΣ	[450, 982, 650, 999]
headline: ΕΠΙΣΤΡΕΦΕΙ Ο κ. ΡΑΦΑΗΛ	[1381, 1648, 1569, 1664]
headline: ΔΙΑΝΟΜΗ	[447, 1378, 653, 1396]
article-russia-elections	[659, 1624, 1185, 1814]
table-cell: Πειραιώς	[1504, 2134, 1560, 2147]
classified-ad-left	[1191, 2162, 1377, 2252]
headline: ΕΔΑΦΩΝ ΕΙΣ ΤΟ ΣΥΜΒΟΥΛΙΟΝ	[1237, 133, 1523, 157]
continuation-note: —ΣΥΝΕΧΕΙΑ ΕΚ ΤΗΣ 1ης ΣΕΛΙΔΟΣ	[846, 1643, 998, 1654]
headline: Η ΘΡΑΣΙΣ ΤΩΝ «ΑΓΝΩΣΤΩΝ»	[447, 1720, 653, 1738]
section-rule	[659, 1816, 1185, 1818]
headline: ΚΑΙ ΘΥΣΙΩΝ ΤΗΣ ΕΛΛΑΔΟΣ	[456, 1580, 644, 1597]
article-far-right	[659, 624, 1185, 724]
article-body: Ο Σύνδεσμος του Εθνικού Κ. Βοηθείας ανακοινοί ότι από της προσεχούς Δευτέρας θα αρχίση η διανομή τροφίμων εις τα παιδιά των σχολείων της περιφερείας Πρωτευούσης. Θα διανεμηθούν γάλα, ζάχαρις και άλευρα. Οι γονείς καλούνται να προσέλθουν με τα δελτία.	[447, 1413, 653, 1491]
subheadline: ΔΗΛΩΣΕΙΣ ΤΟΥ κ. ΠΡΩΘΥΠΟΥΡΓΟΥ	[110, 717, 408, 738]
headline-text: ΤΟΥ Ε.Α.Μ. ΑΠΟ ΤΑΣ ΕΚΛΟΓΑΣ	[98, 136, 420, 162]
table-cell: Ελλάδος	[1484, 2029, 1526, 2042]
article-rafael	[1381, 1648, 1569, 1768]
masthead-date-address: ΑΘΗΝΑΙ 10 Φεβρουαρίου 1946 ΓΡΑΦΕΙΑ: ΚΑΡΑΓΕΩΡΓΗ ΤΗΣ ΣΕΡΒΙΑΣ 4	[78, 84, 525, 99]
table-row	[1382, 2069, 1592, 2082]
headline: ΤΩΝ ΑΛΛΟΔΑΠΩΝ ΕΞ ΕΛΛΑΔΟΣ	[476, 1148, 624, 1180]
ad-body: Δέχομαι παραγγελίας διά γυρίσματα και ανακαινίσεις ενδυμάτων. Τιμαί λογικαί. Διεύθυνσις: Αθηνάς 112, Πέμπτος όροφος.	[1191, 2173, 1377, 2217]
article-chalkida-transport	[1381, 1772, 1569, 1872]
headline	[78, 136, 440, 162]
table-cell: 126.000	[1526, 2029, 1577, 2042]
continuation-note: —ΣΥΝΕΧΕΙΑ ΕΚ ΤΗΣ 1ης ΣΕΛΙΔΟΣ	[183, 1341, 335, 1352]
article-gsee-wages	[659, 732, 979, 1187]
article-unknowns	[447, 1720, 653, 1920]
article-body: Κατ' ανακοίνωσιν της Κεντρικής Επιτροπής Διανομής, η διανομή των υφασμάτων θα αρχίση από της προσεχούς Παρασκευής εις όλα τα διαμερίσματα της Πρωτευούσης.	[986, 761, 1185, 805]
article-food-children	[447, 1378, 653, 1558]
table-cell: Κεράμου	[1504, 2121, 1560, 2134]
table-cell: 14.600	[1462, 2082, 1504, 2095]
headline: ΤΡΟΦΙΜΩΝ ΕΙΣ ΤΑ ΠΑΙΔΙΑ	[459, 1394, 641, 1411]
table-cell: Προσ. 1928	[1465, 1944, 1517, 1967]
headline: ΔΙΑ ΤΑ ΝΑΥΤΙΛΙΑΚΑ ΜΑΣ ΖΗΤΗΜΑΤΑ	[672, 1212, 966, 1232]
headline: ΤΗΣ ΑΝΑΤ. ΜΑΚΕΔΟΝΙΑΣ ΚΑΙ ΘΡΑΚΗΣ	[97, 697, 421, 718]
table-cell: Λαδίδης	[1504, 2095, 1560, 2108]
article-aliens-departure	[447, 1132, 653, 1372]
table-heading: ΔΙΑΦΟΡΑ	[1381, 2058, 1569, 2069]
headline: ΕΝΙΣΧΥΕΤΑΙ	[1191, 1824, 1377, 1842]
table-cell: 1890	[1382, 1990, 1429, 2003]
table-heading: ΔΑΝΕΙΑ ΕΙΣ ΧΡΥΣΟΝ	[1381, 1910, 1569, 1921]
table-cell: 26.000	[1517, 1944, 1568, 1967]
table-cell: Εθνικής	[1382, 2029, 1433, 2042]
table-cell: 34.000	[1462, 2121, 1504, 2134]
article-fabric-distribution	[986, 732, 1185, 842]
main-article	[447, 288, 1185, 618]
table-cell: 16.000	[1429, 1967, 1466, 1990]
continuation-note: —ΣΥΝΕΧΕΙΑ ΕΚ ΤΗΣ 3ης ΣΕΛΙΔΟΣ	[1304, 1067, 1456, 1078]
article-america	[78, 1322, 440, 2252]
main-headline: ΣΗΜΕΙΩΘΗ ΕΙΣ ΔΥΟ ΑΚΟΜΗ ΠΕΡΙΦΕΡΕΙΑΣ	[447, 112, 1185, 141]
table-cell: Αθηνών	[1484, 2042, 1526, 2055]
headline: ΔΙ' ΕΙΣΑΓΩΓΑΣ ΕΚ ΤΟΥ ΕΞΩΤΕΡΙΚΟΥ	[1238, 476, 1522, 496]
headline: ΔΙΑΣΠΑΣΙΣ ΤΟ ΚΟΜΜΑ	[1191, 1648, 1377, 1666]
headline: Η ΑΝΑΧΩΡΗΣΙΣ	[447, 1132, 653, 1150]
headline: Η ΔΙΑΘΕΣΙΣ ΤΩΝ ΚΑΠΝΩΝ	[149, 678, 369, 698]
article-body: ΑΓΚΥΡΑ, 9 (ΑΘ. Πρ.). — Ο Έλλην πρεσβευτής κ. Ραφαήλ αναχωρεί διά την Αθήνα κατόπιν προσκλήσεως της Κυβερνήσεως.	[1381, 1666, 1569, 1711]
main-headline-block	[447, 112, 1185, 284]
article-body: ΠΑΡΙΣΙΟΙ, 9 (Γ.δ.). — Ο ποταμός Ρήνος επλημμύρισε και τα ύδατα κατέκλυσαν πολλάς πόλεις και χωρία της Αλσατίας. Χιλιάδες κάτοικοι εγκατέλειψαν τας οικίας των.	[1387, 1502, 1563, 1558]
table-cell: 2.000.000	[1526, 2042, 1577, 2055]
article-voter-registration	[447, 624, 653, 814]
headline: Η Γ.Σ.Ε.Ε. ΔΕΝ ΘΕΩΡΕΙ	[728, 730, 910, 749]
